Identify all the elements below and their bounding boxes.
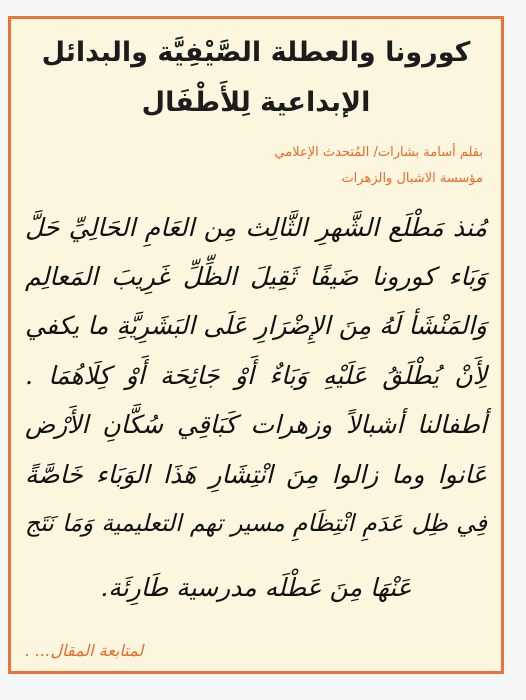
body-line: أطفالنا أشبالاً وزهرات كَبَاقِي سُكَّانِ الأَرْض	[25, 410, 487, 439]
byline-organization: مؤسسة الاشبال والزهرات	[341, 171, 483, 186]
body-line: وَالمَنْشَأ لَهُ مِنَ الإِضْرَارِ عَلَى البَشَرِيَّةِ ما يكفي	[25, 311, 487, 340]
body-line: مُنذ مَطْلَع الشَّهرِ الثَّالِث مِن العَامِ الحَالِيِّ حَلَّ	[25, 213, 487, 242]
continue-reading-link[interactable]: لمتابعة المقال... .	[25, 641, 144, 660]
body-line: عَنْهَا مِنَ عَطْلَه مدرسية طَارِئَة.	[100, 573, 412, 602]
article-title-line-2: الإبداعية لِلأَطْفَال	[141, 87, 371, 118]
body-line: لِأَنْ يُطْلَقُ عَلَيْهِ وَبَاءٌ أَوْ جَائِحَة أَوْ كِلَاهُمَا .	[25, 361, 487, 390]
article-card	[8, 16, 504, 674]
byline-author: بقلم أسامة بشارات/ المُتحدث الإعلامي	[274, 145, 483, 160]
body-line: عَانوا وما زالوا مِنَ انْتِشَارِ هَذَا الوَبَاء خَاصَّةً	[25, 460, 487, 489]
body-line: وَبَاء كورونا ضَيفًا ثَقِيلَ الظِّلِّ غَرِيبَ المَعالِم	[25, 262, 487, 291]
article-title-line-1: كورونا والعطلة الصَّيْفِيَّة والبدائل	[41, 37, 471, 68]
body-line: فِي ظِل عَدَمِ انْتِظَامِ مسير تهم التعليمية وَمَا نَتَج	[25, 509, 487, 537]
